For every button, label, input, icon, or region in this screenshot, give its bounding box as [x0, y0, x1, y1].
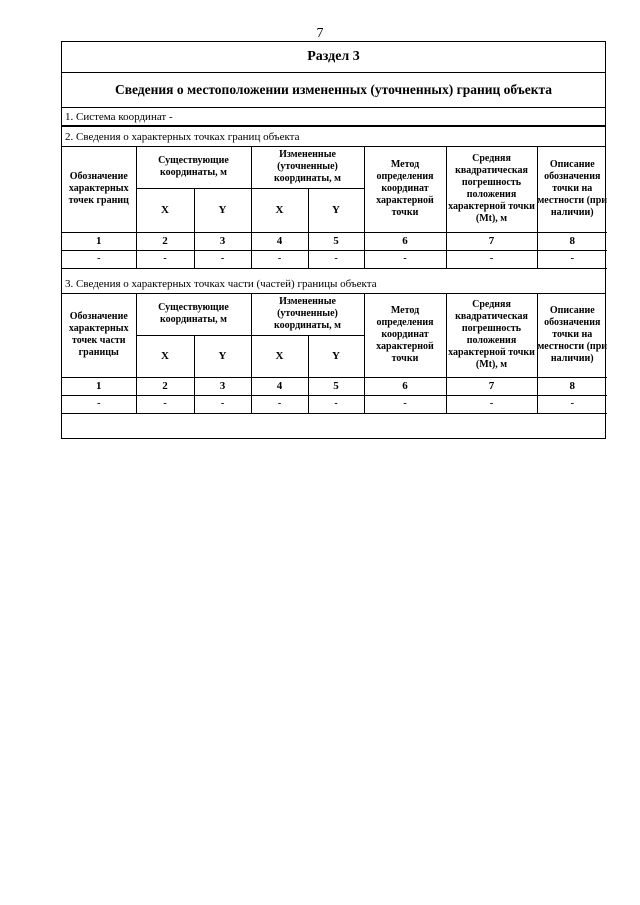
table-cell: - [194, 250, 251, 268]
column-number: 2 [136, 232, 194, 250]
column-number: 6 [364, 232, 446, 250]
header-mean-error: Средняя квадратическая погрешность положения характерной точки (Mt), м [446, 147, 537, 232]
header-point-designation: Обозначение характерных точек границ [62, 147, 136, 232]
table2-caption: 3. Сведения о характерных точках части (частей) границы объекта [62, 275, 605, 294]
table-cell: - [62, 250, 136, 268]
table-cell: - [364, 250, 446, 268]
header-changed-coords: Измененные (уточненные) координаты, м [251, 147, 364, 188]
header-existing-coords: Существующие координаты, м [136, 294, 251, 335]
column-number: 2 [136, 377, 194, 395]
table-cell: - [136, 250, 194, 268]
column-number: 6 [364, 377, 446, 395]
column-number: 5 [308, 232, 364, 250]
table-cell: - [308, 395, 364, 413]
header-description: Описание обозначения точки на местности (при наличии) [537, 294, 607, 377]
page-number: 7 [316, 26, 324, 41]
header-x-existing: X [136, 188, 194, 232]
header-point-designation: Обозначение характерных точек части границы [62, 294, 136, 377]
header-changed-coords: Измененные (уточненные) координаты, м [251, 294, 364, 335]
table-cell: - [62, 395, 136, 413]
column-number: 4 [251, 377, 308, 395]
header-x-changed: X [251, 188, 308, 232]
table-row [62, 250, 607, 268]
table-cell: - [537, 250, 607, 268]
section-title: Раздел 3 [62, 42, 605, 73]
column-number: 4 [251, 232, 308, 250]
column-number: 5 [308, 377, 364, 395]
section-frame [61, 41, 606, 439]
table-cell: - [136, 395, 194, 413]
header-y-changed: Y [308, 188, 364, 232]
part-boundary-points-table [62, 294, 607, 414]
header-x-existing: X [136, 335, 194, 377]
empty-row [62, 411, 605, 439]
column-number: 1 [62, 377, 136, 395]
boundary-points-table [62, 147, 607, 269]
column-number: 8 [537, 232, 607, 250]
section-subtitle: Сведения о местоположении измененных (уточненных) границ объекта [62, 73, 605, 108]
header-method: Метод определения координат характерной точки [364, 294, 446, 377]
column-number: 3 [194, 377, 251, 395]
column-number: 7 [446, 232, 537, 250]
table-cell: - [364, 395, 446, 413]
header-method: Метод определения координат характерной точки [364, 147, 446, 232]
header-y-existing: Y [194, 335, 251, 377]
column-number: 8 [537, 377, 607, 395]
table-cell: - [194, 395, 251, 413]
column-number: 3 [194, 232, 251, 250]
column-number: 1 [62, 232, 136, 250]
header-y-existing: Y [194, 188, 251, 232]
table-cell: - [308, 250, 364, 268]
header-y-changed: Y [308, 335, 364, 377]
header-x-changed: X [251, 335, 308, 377]
table-cell: - [537, 395, 607, 413]
column-number: 7 [446, 377, 537, 395]
table-cell: - [251, 395, 308, 413]
header-description: Описание обозначения точки на местности (при наличии) [537, 147, 607, 232]
header-mean-error: Средняя квадратическая погрешность положения характерной точки (Mt), м [446, 294, 537, 377]
table-cell: - [446, 395, 537, 413]
table-cell: - [251, 250, 308, 268]
table1-caption: 2. Сведения о характерных точках границ объекта [62, 128, 605, 147]
header-existing-coords: Существующие координаты, м [136, 147, 251, 188]
table-cell: - [446, 250, 537, 268]
coordinate-system: 1. Система координат - [62, 108, 605, 127]
